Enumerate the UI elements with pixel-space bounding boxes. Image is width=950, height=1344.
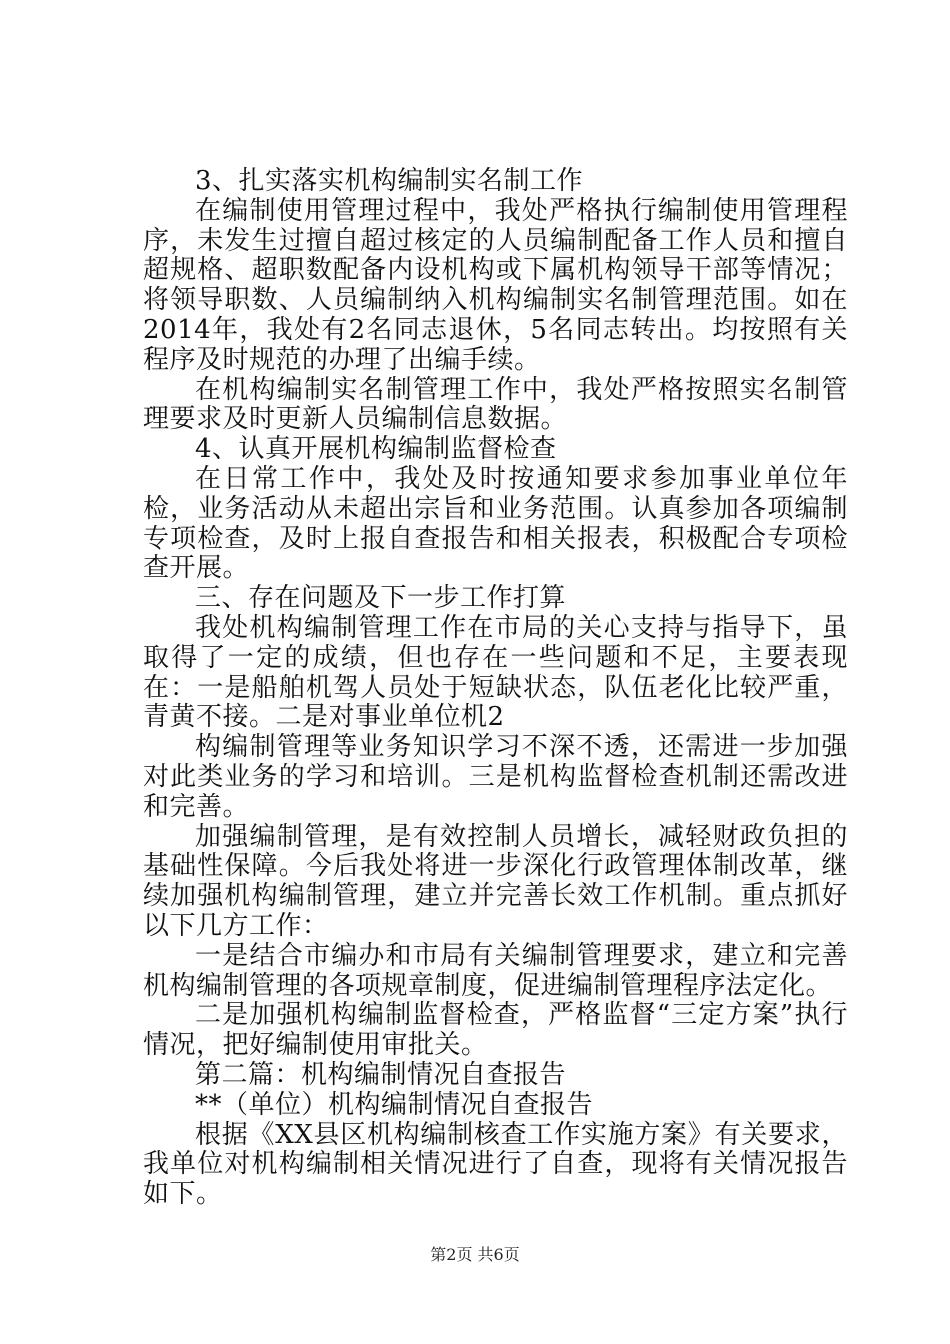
paragraph: 在日常工作中，我处及时按通知要求参加事业单位年检，业务活动从未超出宗旨和业务范围。认真参加各项编制专项检查，及时上报自查报告和相关报表，积极配合专项检查开展。 (143, 463, 848, 584)
heading-supervision-inspection: 4、认真开展机构编制监督检查 (195, 434, 557, 465)
heading-chapter-two: 第二篇：机构编制情况自查报告 (195, 1059, 567, 1090)
paragraph: 二是加强机构编制监督检查，严格监督“三定方案”执行情况，把好编制使用审批关。 (143, 1000, 848, 1061)
heading-real-name-system: 3、扎实落实机构编制实名制工作 (195, 166, 584, 196)
heading-problems-next-steps: 三、存在问题及下一步工作打算 (195, 583, 567, 614)
paragraph: 根据《XX县区机构编制核查工作实施方案》有关要求，我单位对机构编制相关情况进行了自查，现将有关情况报告如下。 (143, 1119, 848, 1210)
paragraph: 一是结合市编办和市局有关编制管理要求，建立和完善机构编制管理的各项规章制度，促进编制管理程序法定化。 (143, 940, 848, 1001)
paragraph: 加强编制管理，是有效控制人员增长，减轻财政负担的基础性保障。今后我处将进一步深化行政管理体制改革，继续加强机构编制管理，建立并完善长效工作机制。重点抓好以下几方工作： (143, 821, 848, 941)
document-body (143, 167, 848, 1210)
paragraph: 在编制使用管理过程中，我处严格执行编制使用管理程序，未发生过擅自超过核定的人员编制配备工作人员和擅自超规格、超职数配备内设机构或下属机构领导干部等情况；将领导职数、人员编制纳入机构编制实名制管理范围。如在2014年，我处有2名同志退休，5名同志转出。均按照有关程序及时规范的办理了出编手续。 (143, 195, 848, 375)
page-footer: 第2页 共6页 (430, 1245, 520, 1264)
paragraph: 构编制管理等业务知识学习不深不透，还需进一步加强对此类业务的学习和培训。三是机构监督检查机制还需改进和完善。 (143, 732, 848, 822)
paragraph: 我处机构编制管理工作在市局的关心支持与指导下，虽取得了一定的成绩，但也存在一些问题和不足，主要表现在：一是船舶机驾人员处于短缺状态，队伍老化比较严重，青黄不接。二是对事业单位机2 (143, 612, 848, 733)
heading-report-title: **（单位）机构编制情况自查报告 (195, 1089, 594, 1120)
paragraph: 在机构编制实名制管理工作中，我处严格按照实名制管理要求及时更新人员编制信息数据。 (143, 374, 848, 435)
